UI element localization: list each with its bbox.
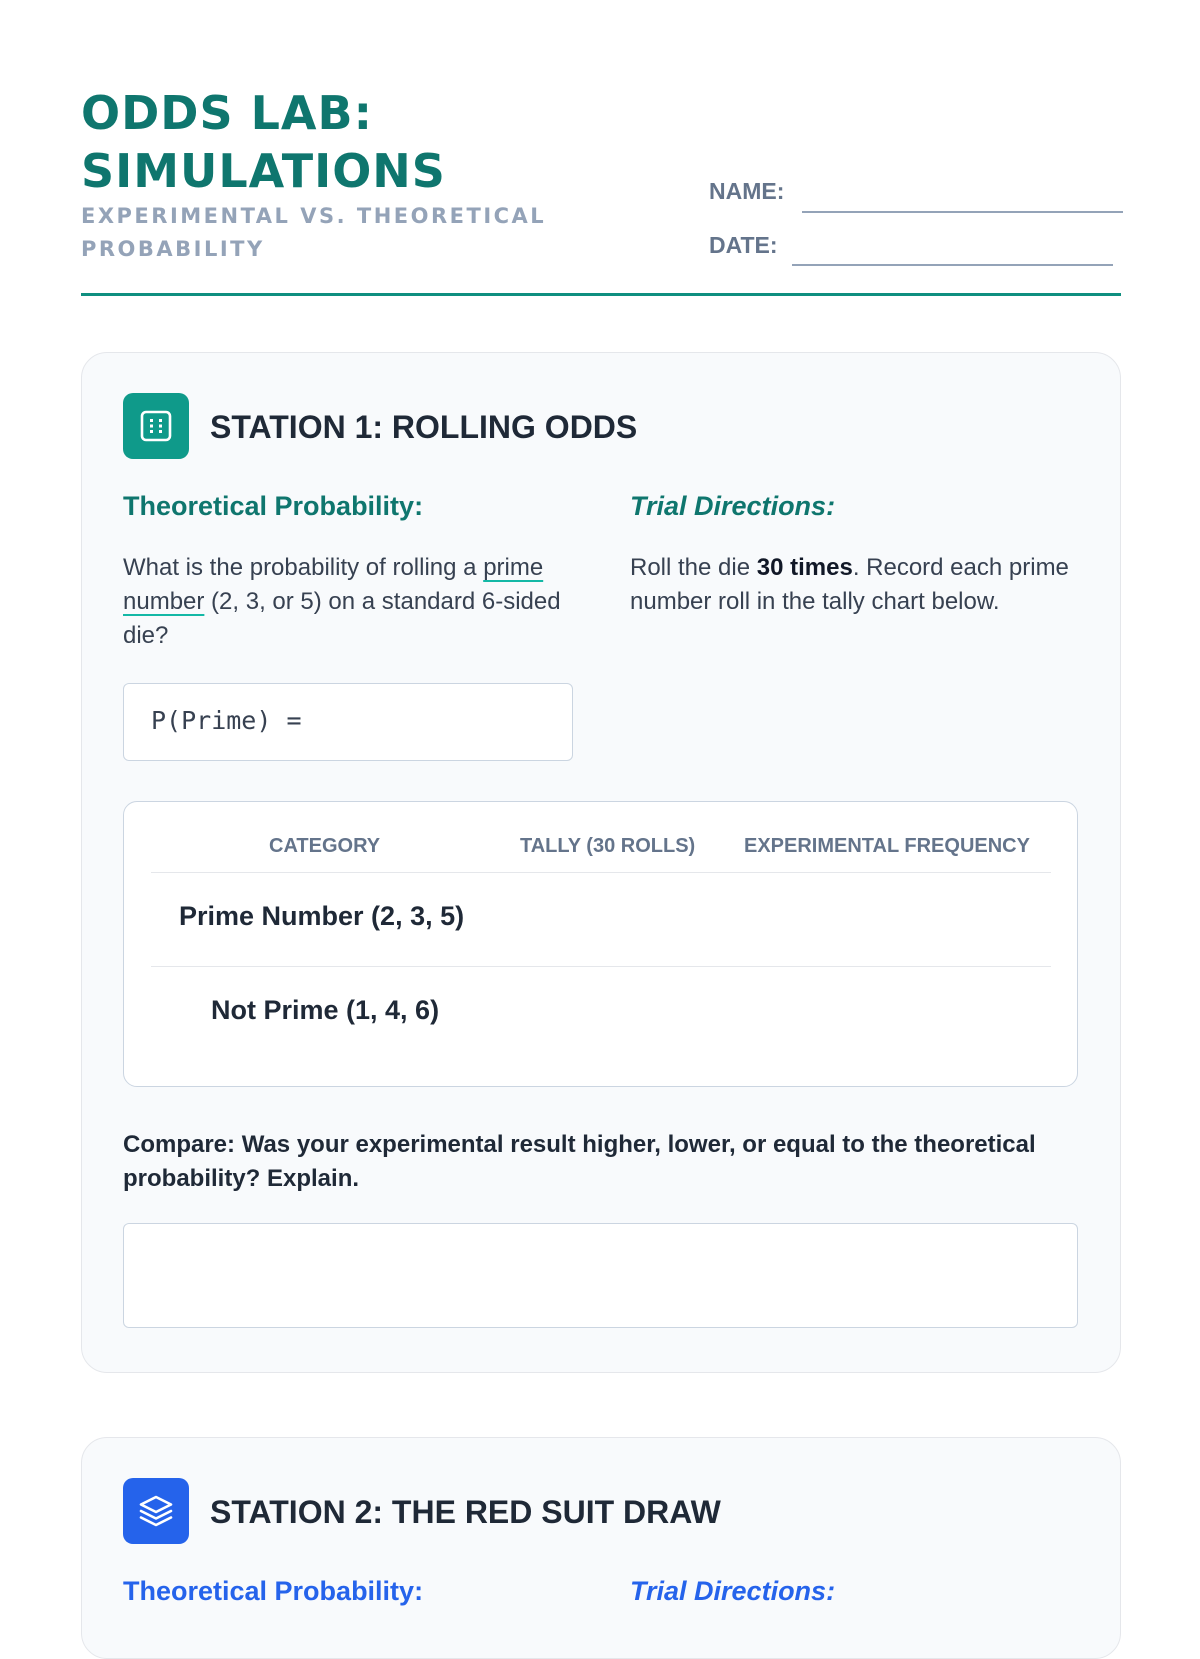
title-line-1: ODDS LAB:	[81, 86, 373, 140]
compare-prompt: Compare: Was your experimental result higher, lower, or equal to the theoretical probability? Explain.	[123, 1131, 1036, 1192]
question-text-end: (2, 3, or 5) on a standard 6-sided die?	[123, 588, 561, 649]
directions-heading: Trial Directions:	[630, 491, 836, 521]
probability-answer-box[interactable]	[123, 683, 573, 761]
directions-emphasis: 30 times	[756, 554, 853, 581]
header-divider	[81, 293, 1121, 296]
date-field[interactable]	[792, 264, 1113, 266]
answer-prefix: P(Prime) =	[151, 706, 302, 735]
page-title	[81, 84, 446, 200]
question-text-start: What is the probability of rolling a	[123, 554, 484, 581]
layers-icon	[123, 1478, 189, 1544]
column-header-frequency: EXPERIMENTAL FREQUENCY	[744, 835, 1030, 857]
column-header-category: CATEGORY	[269, 835, 381, 857]
table-row-label: Not Prime (1, 4, 6)	[211, 995, 440, 1025]
theoretical-heading: Theoretical Probability:	[123, 491, 424, 521]
tally-table	[123, 801, 1078, 1087]
date-label: DATE:	[709, 232, 778, 258]
title-line-2: SIMULATIONS	[81, 144, 446, 198]
compare-answer-box[interactable]	[123, 1223, 1078, 1328]
column-header-tally: TALLY (30 ROLLS)	[520, 835, 696, 857]
row-divider	[151, 966, 1051, 967]
station-1-card	[81, 352, 1121, 1373]
theoretical-heading: Theoretical Probability:	[123, 1576, 424, 1606]
header-row-divider	[151, 872, 1051, 873]
page-subtitle: EXPERIMENTAL VS. THEORETICAL PROBABILITY	[81, 204, 547, 261]
station-1-title: STATION 1: ROLLING ODDS	[210, 409, 638, 445]
prime-number-term: prime number	[123, 554, 544, 615]
die-icon	[123, 393, 189, 459]
directions-text-end: . Record each prime number roll in the tally chart below.	[630, 554, 1069, 615]
directions-text-start: Roll the die	[630, 554, 757, 581]
theoretical-question	[123, 551, 583, 653]
station-2-title: STATION 2: THE RED SUIT DRAW	[210, 1494, 721, 1530]
name-label: NAME:	[709, 178, 785, 204]
name-field[interactable]	[802, 211, 1123, 213]
station-2-card	[81, 1437, 1121, 1659]
table-row-label: Prime Number (2, 3, 5)	[179, 901, 465, 931]
directions-heading: Trial Directions:	[630, 1576, 836, 1606]
trial-directions	[630, 551, 1090, 619]
